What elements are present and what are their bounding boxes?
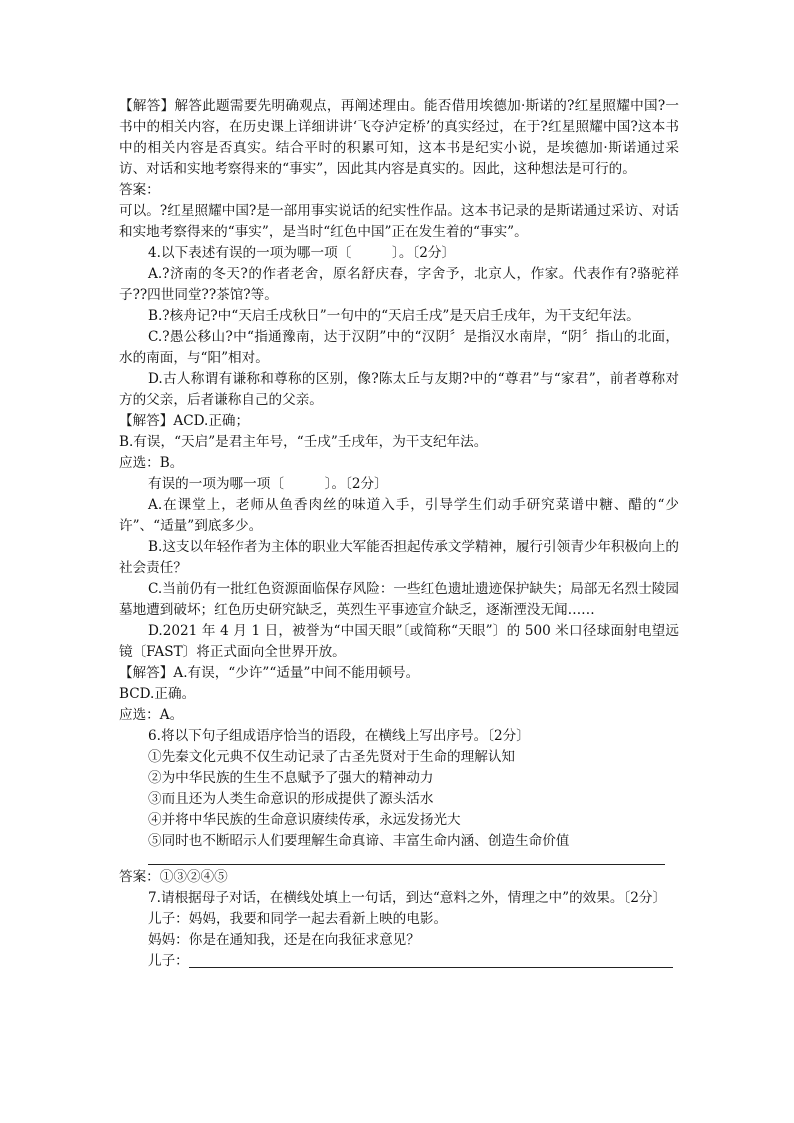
question-5-stem: 有误的一项为哪一项〔 〕。〔2分〕 — [148, 476, 388, 492]
dialogue-line-son: 儿子：妈妈，我要和同学一起去看新上映的电影。 — [148, 911, 448, 927]
question-6-answer-line — [148, 852, 665, 865]
question-4-analysis-b: B.有误，“天启”是君主年号，“壬戌”壬戌年，为干支纪年法。 — [119, 434, 488, 450]
question-5-analysis-bcd: BCD.正确。 — [119, 686, 196, 702]
question-6-item-1: ①先秦文化元典不仅生动记录了古圣先贤对于生命的理解认知 — [148, 749, 516, 765]
question-4-stem: 4.以下表述有误的一项为哪一项〔 〕。〔2分〕 — [148, 245, 456, 261]
question-4-choice: 应选：B。 — [119, 455, 184, 471]
question-5-option-d: D.2021 年 4 月 1 日，被誉为“中国天眼”〔或简称“天眼”〕的 500 米口径球面射电望远镜〔FAST〕将正式面向全世界开放。 — [119, 623, 679, 660]
dialogue-speaker-son: 儿子： — [148, 953, 189, 969]
question-6-item-2: ②为中华民族的生生不息赋予了强大的精神动力 — [148, 770, 434, 786]
document-page — [119, 96, 679, 972]
question-7-answer-line — [189, 953, 673, 968]
dialogue-line-mother: 妈妈：你是在通知我，还是在向我征求意见？ — [148, 932, 420, 948]
question-4-option-a: A.?济南的冬天?的作者老舍，原名舒庆春，字舍予，北京人，作家。代表作有?骆驼祥子??四世同堂??茶馆?等。 — [119, 266, 679, 303]
question-5-option-a: A.在课堂上，老师从鱼香肉丝的味道入手，引导学生们动手研究菜谱中糖、醋的“少许”、“适量”到底多少。 — [119, 497, 679, 534]
question-4-option-c: C.?愚公移山?中“指通豫南，达于汉阴”中的“汉阴〞是指汉水南岸，“阴〞指山的北面，水的南面，与“阳”相对。 — [119, 329, 679, 366]
dialogue-line-son-reply — [119, 951, 679, 972]
analysis-paragraph: 【解答】解答此题需要先明确观点，再阐述理由。能否借用埃德加·斯诺的?红星照耀中国?一书中的相关内容，在历史课上详细讲讲‘飞夺泸定桥’的真实经过，在于?红星照耀中国?这本书中的相关内容是否真实。结合平时的积累可知，这本书是纪实小说，是埃德加·斯诺通过采访、对话和实地考察得来的“事实”，因此其内容是真实的。因此，这种想法是可行的。 — [119, 98, 679, 177]
question-4-analysis: 【解答】ACD.正确； — [119, 413, 250, 429]
question-5-choice: 应选：A。 — [119, 707, 184, 723]
question-4-option-b: B.?核舟记?中“天启壬戌秋日”一句中的“天启壬戌”是天启壬戌年，为干支纪年法。 — [148, 308, 640, 324]
question-5-analysis: 【解答】A.有误，“少许”“适量”中间不能用顿号。 — [119, 665, 420, 681]
question-4-option-d: D.古人称谓有谦称和尊称的区别，像?陈太丘与友期?中的“尊君”与“家君”，前者尊称对方的父亲，后者谦称自己的父亲。 — [119, 371, 679, 408]
question-5-option-c: C.当前仍有一批红色资源面临保存风险：一些红色遗址遗迹保护缺失；局部无名烈士陵园墓地遭到破坏；红色历史研究缺乏，英烈生平事迹宣介缺乏，逐渐湮没无闻…… — [119, 581, 679, 618]
question-7-stem: 7.请根据母子对话，在横线处填上一句话，到达“意料之外，情理之中”的效果。〔2分〕 — [148, 890, 667, 906]
question-6-item-5: ⑤同时也不断昭示人们要理解生命真谛、丰富生命内涵、创造生命价值 — [148, 833, 570, 849]
question-6-item-4: ④并将中华民族的生命意识赓续传承，永远发扬光大 — [148, 812, 461, 828]
answer-text: 可以。?红星照耀中国?是一部用事实说话的纪实性作品。这本书记录的是斯诺通过采访、对话和实地考察得来的“事实”，是当时“红色中国”正在发生着的“事实”。 — [119, 203, 679, 240]
question-6-answer: 答案：①③②④⑤ — [119, 869, 228, 885]
question-6-stem: 6.将以下句子组成语序恰当的语段，在横线上写出序号。〔2分〕 — [148, 728, 530, 744]
answer-label: 答案： — [119, 182, 160, 198]
question-5-option-b: B.这支以年轻作者为主体的职业大军能否担起传承文学精神，履行引领青少年积极向上的社会责任？ — [119, 539, 679, 576]
question-6-item-3: ③而且还为人类生命意识的形成提供了源头活水 — [148, 791, 434, 807]
